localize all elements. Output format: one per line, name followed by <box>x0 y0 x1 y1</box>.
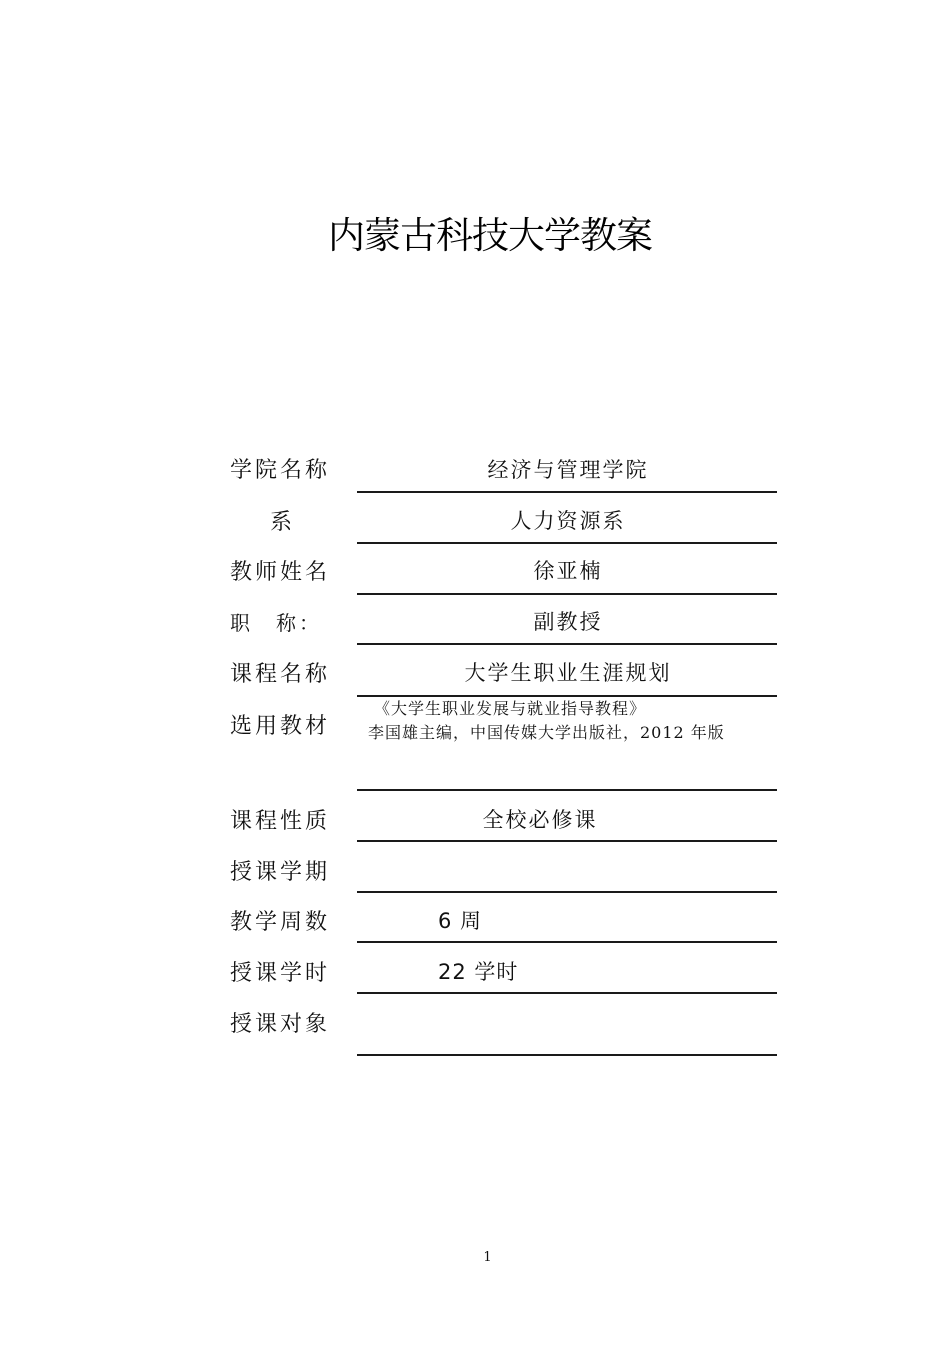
semester-underline <box>357 891 777 893</box>
department-label: 系 <box>270 510 296 535</box>
textbook-underline <box>357 789 777 791</box>
hours-underline <box>357 992 777 994</box>
hours-label: 授课学时 <box>230 961 331 986</box>
audience-underline <box>357 1054 777 1056</box>
teacher-value: 徐亚楠 <box>533 559 603 583</box>
weeks-label: 教学周数 <box>230 910 331 935</box>
semester-label: 授课学期 <box>230 860 331 885</box>
course-label: 课程名称 <box>230 662 331 687</box>
course-value: 大学生职业生涯规划 <box>464 661 672 685</box>
college-label: 学院名称 <box>230 458 331 483</box>
document-title: 内蒙古科技大学教案 <box>328 214 652 257</box>
teacher-underline <box>357 593 777 595</box>
title-rank-label: 职 称： <box>230 611 322 635</box>
textbook-label: 选用教材 <box>230 714 331 739</box>
textbook-title: 《大学生职业发展与就业指导教程》 <box>374 699 647 718</box>
nature-underline <box>357 840 777 842</box>
nature-value: 全校必修课 <box>482 808 598 832</box>
textbook-publisher: 李国雄主编，中国传媒大学出版社，2012 年版 <box>368 723 725 742</box>
hours-value: 22 学时 <box>438 960 519 984</box>
weeks-underline <box>357 941 777 943</box>
teacher-label: 教师姓名 <box>230 560 331 585</box>
audience-label: 授课对象 <box>230 1012 331 1037</box>
college-underline <box>357 491 777 493</box>
college-value: 经济与管理学院 <box>487 458 649 482</box>
nature-label: 课程性质 <box>230 809 331 834</box>
page-number: 1 <box>483 1250 492 1265</box>
title-rank-value: 副教授 <box>533 610 603 634</box>
department-underline <box>357 542 777 544</box>
weeks-value: 6 周 <box>438 909 483 933</box>
title-rank-underline <box>357 643 777 645</box>
department-value: 人力资源系 <box>510 509 626 533</box>
textbook-value <box>368 697 778 745</box>
